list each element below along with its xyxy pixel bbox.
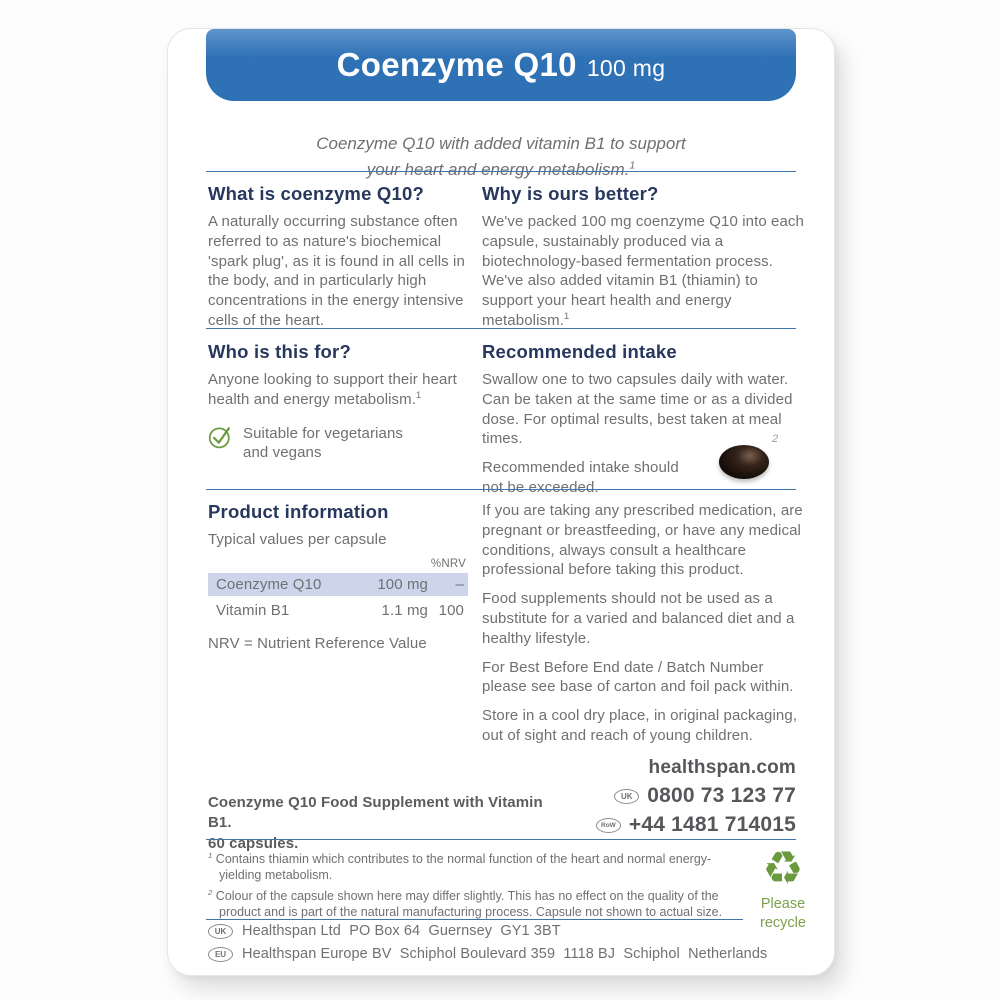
- warning-medication: If you are taking any prescribed medication, are pregnant or breastfeeding, or have any medical conditions, always consult a healthcare professional before taking this product.: [482, 502, 803, 579]
- recycle-icon: ♻: [762, 841, 804, 895]
- eu-address-row: [208, 946, 788, 962]
- section-heading-why: Why is ours better?: [482, 183, 659, 204]
- footnote-ref-1: 1: [563, 310, 570, 321]
- nutrient-name: Vitamin B1: [216, 601, 290, 619]
- recycle-block: [740, 841, 826, 933]
- section-product-information: [208, 501, 468, 654]
- section-heading-what: What is coenzyme Q10?: [208, 183, 424, 204]
- footnote-ref-2: 2: [772, 433, 779, 445]
- table-row: [208, 599, 468, 622]
- warning-storage: Store in a cool dry place, in original packaging, out of sight and reach of young children.: [482, 707, 798, 744]
- supplement-line1: Coenzyme Q10 Food Supplement with Vitamin B1.: [208, 794, 543, 832]
- section-divider: [206, 919, 743, 920]
- carton-back-panel: [167, 28, 835, 976]
- section-heading-product-info: Product information: [208, 501, 389, 522]
- intake-warning: Recommended intake should not be exceeded.: [482, 459, 679, 496]
- section-warnings: [482, 501, 808, 755]
- section-heading-intake: Recommended intake: [482, 341, 677, 362]
- supplement-statement: [208, 793, 548, 854]
- product-header: [206, 29, 796, 101]
- footnotes-block: [208, 851, 750, 924]
- nrv-column-header: %NRV: [430, 557, 466, 570]
- nrv-definition: NRV = Nutrient Reference Value: [208, 634, 427, 652]
- contact-block: [596, 757, 796, 837]
- checkmark-circle-icon: [208, 424, 234, 450]
- uk-phone-number: 0800 73 123 77: [647, 784, 796, 807]
- eu-badge-icon: EU: [208, 947, 233, 962]
- tagline: [168, 131, 834, 184]
- section-divider: [206, 171, 796, 172]
- section-why-better: [482, 183, 804, 331]
- product-dose: 100 mg: [586, 54, 666, 81]
- section-body-what: A naturally occurring substance often referred to as nature's biochemical 'spark plug', as it is found in all cells in the body, and in particularly high concentrations in the energy intensive cells of the heart.: [208, 213, 465, 329]
- uk-badge-icon: UK: [614, 789, 639, 804]
- addresses-block: [208, 923, 788, 969]
- footnote-2: $^2$ Colour of the capsule shown here may differ slightly. This has no effect on the quality of the product and is part of the natural manufacturing process. Capsule not shown to actual size.: [208, 887, 723, 919]
- recycle-label: Please recycle: [760, 896, 806, 931]
- uk-address-row: [208, 923, 788, 939]
- nutrient-name: Coenzyme Q10: [216, 575, 322, 593]
- uk-address-text: Healthspan Ltd PO Box 64 Guernsey GY1 3BT: [242, 923, 561, 939]
- supplement-line2: 60 capsules.: [208, 834, 299, 852]
- row-badge-icon: RoW: [596, 818, 621, 833]
- footnote-1: $^1$ Contains thiamin which contributes to the normal function of the heart and normal energy-yielding metabolism.: [208, 850, 712, 883]
- website-url: healthspan.com: [648, 757, 796, 778]
- footnote-ref-1: 1: [629, 159, 636, 172]
- section-body-intake: Swallow one to two capsules daily with water. Can be taken at the same time or as a divided dose. For optimal results, best taken at meal times.: [482, 371, 793, 448]
- section-who-for: [208, 341, 470, 463]
- section-what-is: [208, 183, 472, 331]
- row-phone-row: [596, 813, 796, 837]
- vegetarian-note: [208, 424, 470, 464]
- nutrient-amount: 100 mg: [377, 575, 428, 593]
- product-info-subheading: Typical values per capsule: [208, 531, 387, 548]
- tagline-line2: your heart and energy metabolism.$^1$: [366, 159, 636, 180]
- product-title: Coenzyme Q10: [336, 46, 577, 83]
- warning-food-supplement: Food supplements should not be used as a substitute for a varied and balanced diet and a healthy lifestyle.: [482, 590, 795, 647]
- row-phone-number: +44 1481 714015: [628, 813, 796, 836]
- capsule-image: [719, 445, 769, 479]
- nutrient-amount: 1.1 mg: [381, 601, 428, 619]
- section-body-who: Anyone looking to support their heart health and energy metabolism.$^1$: [208, 371, 457, 408]
- nutrient-nrv: –: [455, 575, 464, 593]
- tagline-line1: Coenzyme Q10 with added vitamin B1 to support: [316, 134, 686, 153]
- nutrient-nrv: 100: [438, 601, 464, 619]
- warning-best-before: For Best Before End date / Batch Number please see base of carton and foil pack within.: [482, 658, 794, 696]
- footnote-ref-1: 1: [416, 389, 422, 400]
- section-divider: [206, 489, 796, 490]
- vegetarian-note-text: Suitable for vegetarians and vegans: [243, 424, 403, 462]
- section-divider: [206, 839, 796, 840]
- eu-address-text: Healthspan Europe BV Schiphol Boulevard 359 1118 BJ Schiphol Netherlands: [242, 946, 768, 962]
- uk-badge-icon: UK: [208, 924, 233, 939]
- section-body-why: We've packed 100 mg coenzyme Q10 into each capsule, sustainably produced via a biotechnology-based fermentation process. We've also added vitamin B1 (thiamin) to support your heart health and energy metabolism.$^1$: [482, 213, 804, 329]
- table-row: [208, 573, 468, 596]
- uk-phone-row: [596, 784, 796, 808]
- section-divider: [206, 328, 796, 329]
- section-heading-who: Who is this for?: [208, 341, 351, 362]
